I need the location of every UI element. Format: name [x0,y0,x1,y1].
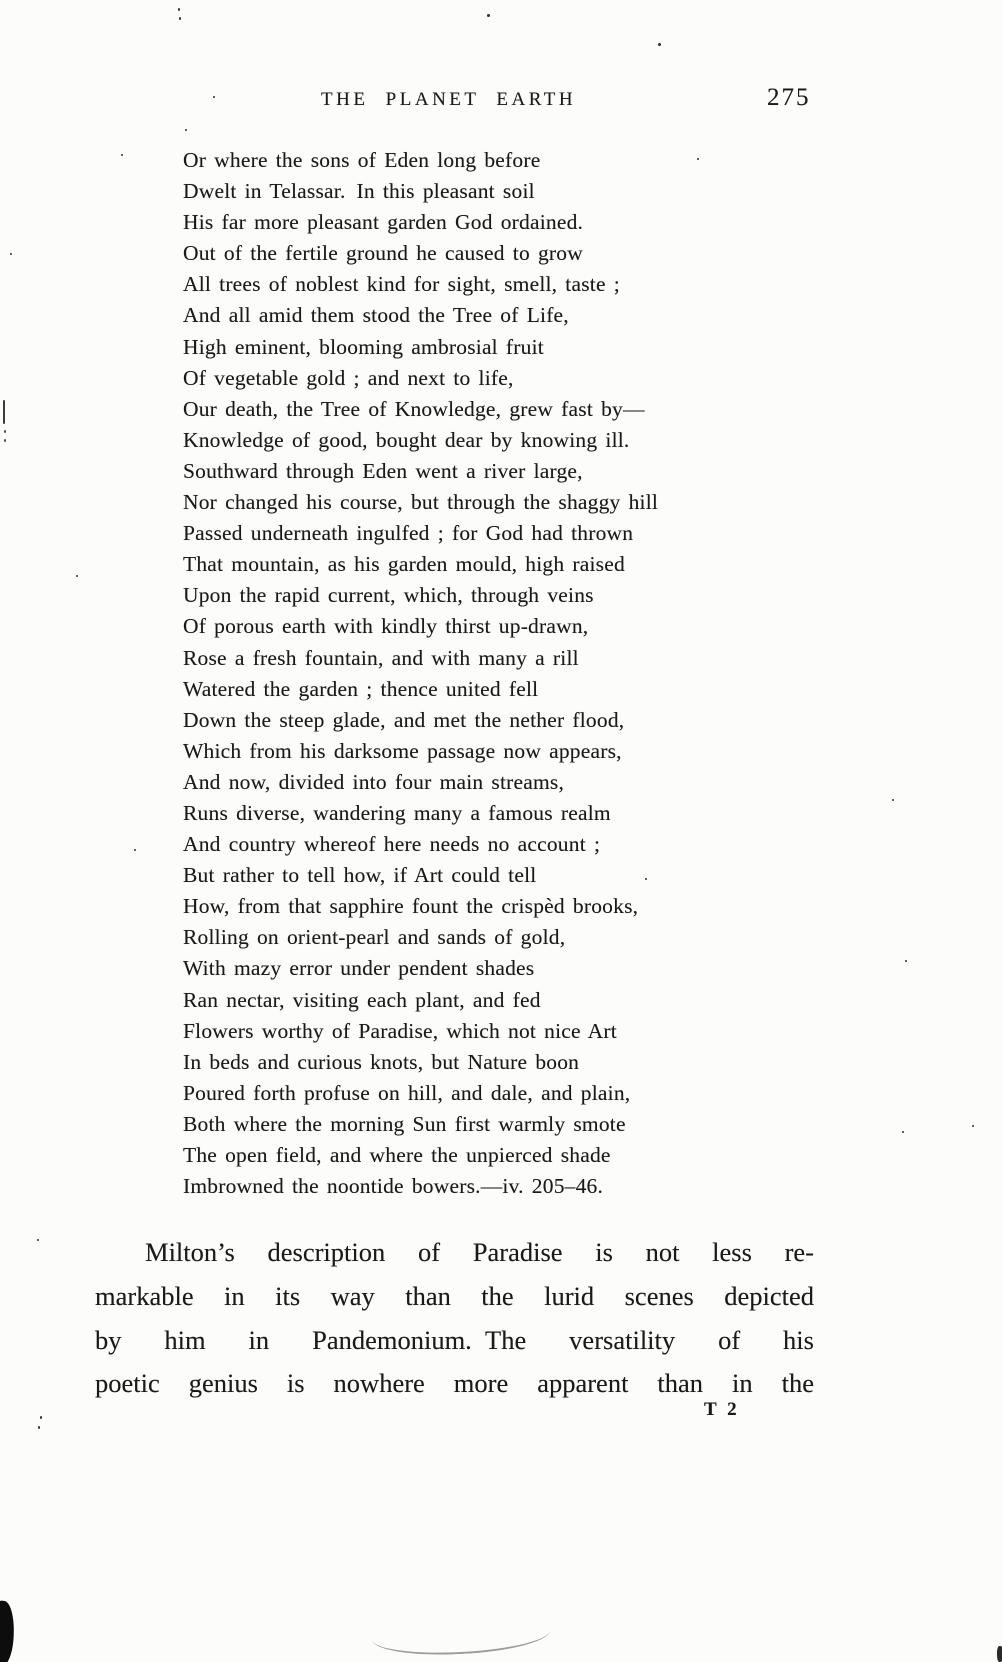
scan-speck [121,154,123,156]
scan-speck [178,8,180,11]
poem-line: Runs diverse, wandering many a famous realm [183,800,611,825]
poem-line: Rolling on orient-pearl and sands of gold, [183,925,566,950]
paragraph-line: by him in Pandemonium. The versatility of his [95,1324,814,1355]
poem-line: The open field, and where the unpierced shade [183,1143,611,1167]
scan-speck [972,1125,974,1127]
poem-line: In beds and curious knots, but Nature boon [183,1049,580,1074]
poem-line: Flowers worthy of Paradise, which not nice Art [183,1018,617,1043]
poem-line: And country whereof here needs no account ; [183,832,601,857]
scan-speck [892,799,894,801]
margin-mark-dot [4,430,6,433]
paragraph-line: markable in its way than the lurid scenes depicted [95,1280,814,1311]
scan-curve-mark [371,1611,551,1658]
scan-speck [905,960,907,962]
poem-line: How, from that sapphire fount the crispèd brooks, [183,894,639,919]
poem-line: Of vegetable gold ; and next to life, [183,365,514,390]
poem-line: Of porous earth with kindly thirst up-drawn, [183,614,589,639]
scan-speck [697,158,699,160]
poem-line: Both where the morning Sun first warmly smote [183,1111,626,1136]
paragraph-block [95,1231,814,1406]
poem-line: Watered the garden ; thence united fell [183,676,539,701]
poem-line: Southward through Eden went a river large, [183,458,583,483]
scan-speck [645,878,647,880]
poem-line: With mazy error under pendent shades [183,956,535,981]
scan-speck [10,253,12,255]
poem-line: Dwelt in Telassar. In this pleasant soil [183,179,535,204]
poem-line: Imbrowned the noontide bowers.—iv. 205–46. [183,1174,604,1199]
scan-speck [185,129,187,131]
poem-line: Knowledge of good, bought dear by knowing ill. [183,427,630,452]
poem-line: High eminent, blooming ambrosial fruit [183,334,544,359]
scan-speck [213,96,215,98]
poem-line: But rather to tell how, if Art could tell [183,863,537,888]
poem-line: Or where the sons of Eden long before [183,148,541,172]
poem-line: Nor changed his course, but through the shaggy hill [183,490,659,515]
poem-line: Upon the rapid current, which, through veins [183,583,594,608]
poem-line: Poured forth profuse on hill, and dale, and plain, [183,1080,631,1105]
poem-line: Rose a fresh fountain, and with many a rill [183,645,579,670]
paragraph-line: poetic genius is nowhere more apparent than in the [95,1368,814,1399]
scan-speck [76,575,78,577]
paragraph-line: Milton’s description of Paradise is not less re- [145,1237,814,1267]
poem-line: Which from his darksome passage now appears, [183,738,622,763]
scan-speck [487,14,490,17]
poem-line: Out of the fertile ground he caused to grow [183,241,583,266]
poem-line: Passed underneath ingulfed ; for God had thrown [183,521,634,546]
page-number: 275 [767,84,811,111]
poem-line: That mountain, as his garden mould, high raised [183,552,625,577]
poem-block [183,145,658,1202]
poem-line: Our death, the Tree of Knowledge, grew fast by— [183,396,645,421]
signature-mark: T 2 [704,1399,740,1420]
ink-blob-corner [0,1600,17,1662]
running-head-title: THE PLANET EARTH [321,89,577,110]
poem-line: Ran nectar, visiting each plant, and fed [183,987,541,1012]
scan-speck [37,1239,39,1241]
scan-edge-mark [997,1646,1002,1662]
scan-speck [134,849,136,851]
scan-speck [179,17,181,20]
poem-line: And all amid them stood the Tree of Life, [183,303,569,328]
poem-line: Down the steep glade, and met the nether flood, [183,707,625,732]
scan-speck [38,1426,40,1429]
margin-mark-dot [4,439,6,442]
scan-speck [658,43,661,46]
poem-line: His far more pleasant garden God ordained. [183,210,584,235]
scan-speck [902,1131,904,1133]
margin-pencil-mark [3,400,5,424]
poem-line: All trees of noblest kind for sight, smell, taste ; [183,272,620,297]
scan-speck [40,1416,42,1419]
poem-line: And now, divided into four main streams, [183,769,565,794]
